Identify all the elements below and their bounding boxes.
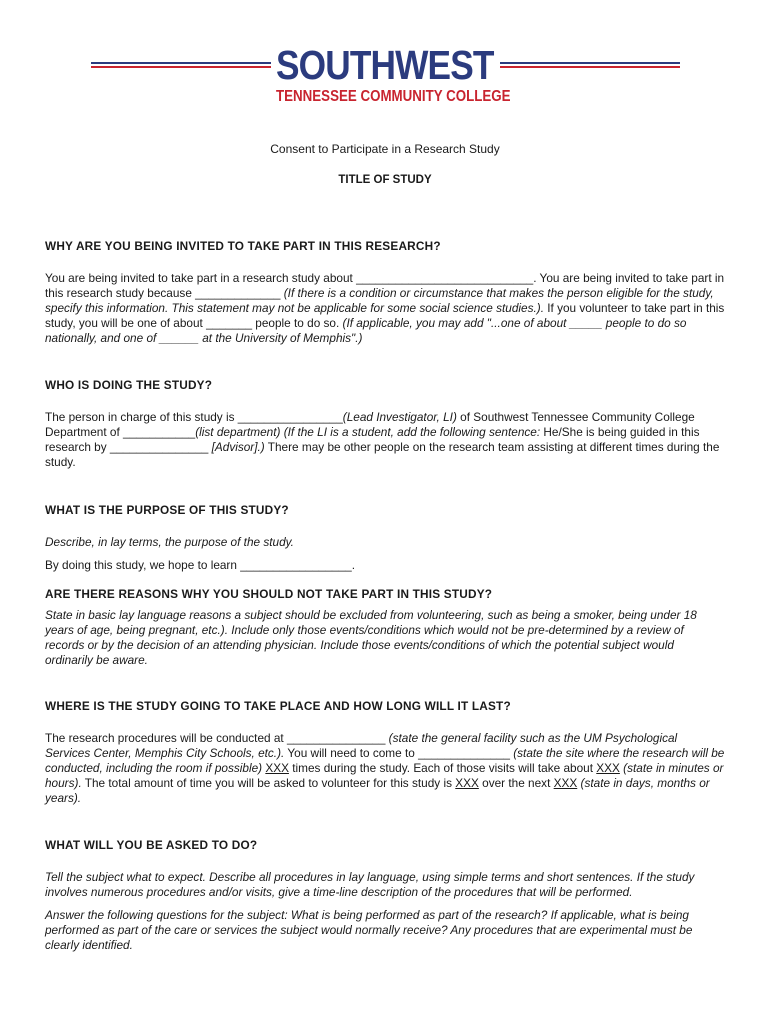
section-heading-who: WHO IS DOING THE STUDY?	[45, 378, 213, 392]
section-text-purpose-1: Describe, in lay terms, the purpose of the study.	[45, 535, 294, 549]
placeholder-xxx: XXX	[265, 761, 289, 775]
placeholder-xxx: XXX	[596, 761, 620, 775]
text-run: of Southwest Tennessee Community College Department of ___________	[45, 410, 695, 439]
logo-subtitle: TENNESSEE COMMUNITY COLLEGE	[276, 88, 511, 105]
section-text-where	[45, 731, 725, 806]
college-logo	[0, 42, 770, 112]
section-text-invited	[45, 271, 725, 346]
section-text-asked-2: Answer the following questions for the subject: What is being performed as part of the research? If applicable, what is being performed as part of the care or services the subject would normally receive? Any procedures that are experimental must be clearly identified.	[45, 908, 693, 952]
section-heading-reasons: ARE THERE REASONS WHY YOU SHOULD NOT TAKE PART IN THIS STUDY?	[45, 587, 493, 601]
text-run-italic: (state in days, months or years).	[45, 776, 710, 805]
placeholder-xxx: XXX	[553, 776, 578, 790]
section-heading-asked: WHAT WILL YOU BE ASKED TO DO?	[45, 838, 258, 852]
text-run: times during the study. Each of those visits will take about	[288, 761, 597, 775]
logo-right-stripes	[500, 62, 680, 72]
text-run-italic: (state the site where the research will be conducted, including the room if possible)	[45, 746, 725, 775]
text-run: If you volunteer to take part in this study, you will be one of about _______ people to do so.	[45, 301, 725, 330]
text-run-italic: (state the general facility such as the UM Psychological Services Center, Memphis City Schools, etc.).	[45, 731, 678, 760]
text-run-italic: (list department) (If the LI is a student, add the following sentence:	[195, 425, 541, 439]
text-run: The total amount of time you will be asked to volunteer for this study is	[81, 776, 456, 790]
text-run-italic: (Lead Investigator, LI)	[342, 410, 457, 424]
section-text-asked-1: Tell the subject what to expect. Describe all procedures in lay language, using simple terms and short sentences. If the study involves numerous procedures and/or visits, give a time-line description of the procedures that will be performed.	[45, 870, 695, 899]
text-run: You are being invited to take part in a research study about ___________________________. You are being invited to take part in this research study because _____________	[45, 271, 725, 300]
text-run: The research procedures will be conducted at _______________	[45, 731, 389, 745]
text-run: You will need to come to ______________	[284, 746, 514, 760]
section-text-who	[45, 410, 725, 470]
text-run: He/She is being guided in this research by _______________	[45, 425, 700, 454]
logo-left-stripes	[91, 62, 271, 72]
section-heading-invited: WHY ARE YOU BEING INVITED TO TAKE PART IN THIS RESEARCH?	[45, 239, 441, 253]
document-body	[45, 239, 725, 953]
text-run: The person in charge of this study is ________________	[45, 410, 343, 424]
logo-name: SOUTHWEST	[276, 42, 494, 88]
section-heading-purpose: WHAT IS THE PURPOSE OF THIS STUDY?	[45, 503, 289, 517]
text-run: There may be other people on the research team assisting at different times during the study.	[45, 440, 720, 469]
text-run: over the next	[478, 776, 554, 790]
section-heading-where: WHERE IS THE STUDY GOING TO TAKE PLACE AND HOW LONG WILL IT LAST?	[45, 699, 511, 713]
study-title: TITLE OF STUDY	[338, 174, 432, 186]
document-title: Consent to Participate in a Research Study	[270, 142, 500, 156]
text-run-italic: (If applicable, you may add "...one of about _____ people to do so nationally, and one of ______ at the University of Memphis".)	[45, 316, 687, 345]
text-run-italic: (If there is a condition or circumstance that makes the person eligible for the study, specify this information. This statement may not be applicable for some social science studies.).	[45, 286, 714, 315]
section-text-reasons: State in basic lay language reasons a subject should be excluded from volunteering, such as being a smoker, being under 18 years of age, being pregnant, etc.). Include only those events/conditions which would not be pre-determined by a review of records or by the decision of an attending physician. Include those events/conditions of which the potential subject would ordinarily be aware.	[45, 608, 697, 667]
placeholder-xxx: XXX	[455, 776, 479, 790]
text-run-italic: [Advisor].)	[211, 440, 265, 454]
text-run-italic: (state in minutes or hours).	[45, 761, 724, 790]
section-text-purpose-2: By doing this study, we hope to learn _________________.	[45, 558, 356, 572]
